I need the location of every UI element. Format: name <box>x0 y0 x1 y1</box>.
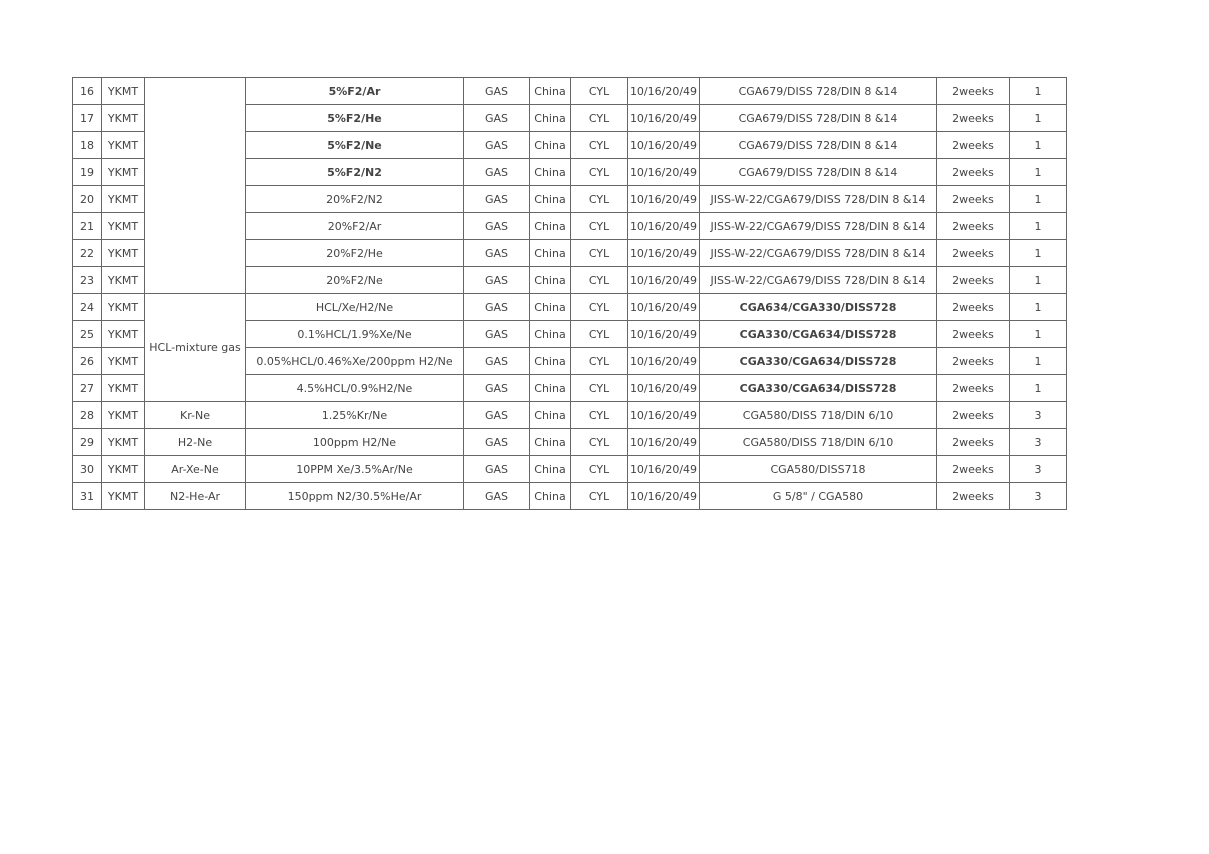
date-cell: 10/16/20/49 <box>628 240 700 267</box>
package-cell: CYL <box>571 105 628 132</box>
phase-cell: GAS <box>464 483 530 510</box>
mixture-cell: 5%F2/Ne <box>246 132 464 159</box>
quantity-cell: 3 <box>1010 483 1067 510</box>
mixture-cell: 20%F2/He <box>246 240 464 267</box>
phase-cell: GAS <box>464 348 530 375</box>
date-cell: 10/16/20/49 <box>628 348 700 375</box>
phase-cell: GAS <box>464 402 530 429</box>
mixture-cell: 5%F2/Ar <box>246 78 464 105</box>
mixture-cell: 0.05%HCL/0.46%Xe/200ppm H2/Ne <box>246 348 464 375</box>
origin-cell: China <box>530 186 571 213</box>
mixture-cell: 10PPM Xe/3.5%Ar/Ne <box>246 456 464 483</box>
connection-cell: CGA634/CGA330/DISS728 <box>700 294 937 321</box>
package-cell: CYL <box>571 402 628 429</box>
mixture-cell: 20%F2/Ne <box>246 267 464 294</box>
mixture-cell: HCL/Xe/H2/Ne <box>246 294 464 321</box>
row-number: 18 <box>73 132 102 159</box>
connection-cell: JISS-W-22/CGA679/DISS 728/DIN 8 &14 <box>700 186 937 213</box>
row-number: 19 <box>73 159 102 186</box>
mixture-cell: 150ppm N2/30.5%He/Ar <box>246 483 464 510</box>
phase-cell: GAS <box>464 294 530 321</box>
connection-cell: CGA330/CGA634/DISS728 <box>700 321 937 348</box>
category-cell <box>145 78 246 294</box>
row-number: 24 <box>73 294 102 321</box>
supplier-code: YKMT <box>102 456 145 483</box>
date-cell: 10/16/20/49 <box>628 213 700 240</box>
lead-time-cell: 2weeks <box>937 348 1010 375</box>
origin-cell: China <box>530 294 571 321</box>
phase-cell: GAS <box>464 429 530 456</box>
phase-cell: GAS <box>464 105 530 132</box>
lead-time-cell: 2weeks <box>937 159 1010 186</box>
package-cell: CYL <box>571 429 628 456</box>
origin-cell: China <box>530 483 571 510</box>
package-cell: CYL <box>571 348 628 375</box>
gas-product-table <box>72 77 1067 510</box>
date-cell: 10/16/20/49 <box>628 132 700 159</box>
origin-cell: China <box>530 213 571 240</box>
table-body <box>73 78 1067 510</box>
supplier-code: YKMT <box>102 429 145 456</box>
origin-cell: China <box>530 348 571 375</box>
date-cell: 10/16/20/49 <box>628 429 700 456</box>
supplier-code: YKMT <box>102 186 145 213</box>
lead-time-cell: 2weeks <box>937 186 1010 213</box>
package-cell: CYL <box>571 267 628 294</box>
quantity-cell: 1 <box>1010 267 1067 294</box>
row-number: 31 <box>73 483 102 510</box>
package-cell: CYL <box>571 213 628 240</box>
date-cell: 10/16/20/49 <box>628 105 700 132</box>
date-cell: 10/16/20/49 <box>628 456 700 483</box>
package-cell: CYL <box>571 240 628 267</box>
connection-cell: JISS-W-22/CGA679/DISS 728/DIN 8 &14 <box>700 213 937 240</box>
connection-cell: CGA580/DISS 718/DIN 6/10 <box>700 402 937 429</box>
table-row <box>73 483 1067 510</box>
connection-cell: CGA330/CGA634/DISS728 <box>700 348 937 375</box>
supplier-code: YKMT <box>102 105 145 132</box>
origin-cell: China <box>530 159 571 186</box>
supplier-code: YKMT <box>102 159 145 186</box>
date-cell: 10/16/20/49 <box>628 483 700 510</box>
lead-time-cell: 2weeks <box>937 429 1010 456</box>
phase-cell: GAS <box>464 321 530 348</box>
connection-cell: CGA679/DISS 728/DIN 8 &14 <box>700 78 937 105</box>
lead-time-cell: 2weeks <box>937 132 1010 159</box>
row-number: 17 <box>73 105 102 132</box>
package-cell: CYL <box>571 375 628 402</box>
phase-cell: GAS <box>464 159 530 186</box>
lead-time-cell: 2weeks <box>937 483 1010 510</box>
quantity-cell: 1 <box>1010 105 1067 132</box>
quantity-cell: 1 <box>1010 294 1067 321</box>
connection-cell: CGA679/DISS 728/DIN 8 &14 <box>700 159 937 186</box>
quantity-cell: 1 <box>1010 132 1067 159</box>
origin-cell: China <box>530 375 571 402</box>
supplier-code: YKMT <box>102 213 145 240</box>
quantity-cell: 3 <box>1010 429 1067 456</box>
supplier-code: YKMT <box>102 132 145 159</box>
lead-time-cell: 2weeks <box>937 213 1010 240</box>
phase-cell: GAS <box>464 267 530 294</box>
quantity-cell: 1 <box>1010 321 1067 348</box>
date-cell: 10/16/20/49 <box>628 78 700 105</box>
connection-cell: CGA679/DISS 728/DIN 8 &14 <box>700 132 937 159</box>
package-cell: CYL <box>571 483 628 510</box>
quantity-cell: 1 <box>1010 240 1067 267</box>
mixture-cell: 100ppm H2/Ne <box>246 429 464 456</box>
row-number: 21 <box>73 213 102 240</box>
package-cell: CYL <box>571 78 628 105</box>
row-number: 16 <box>73 78 102 105</box>
origin-cell: China <box>530 321 571 348</box>
connection-cell: CGA580/DISS718 <box>700 456 937 483</box>
supplier-code: YKMT <box>102 402 145 429</box>
connection-cell: CGA679/DISS 728/DIN 8 &14 <box>700 105 937 132</box>
quantity-cell: 3 <box>1010 402 1067 429</box>
row-number: 28 <box>73 402 102 429</box>
date-cell: 10/16/20/49 <box>628 402 700 429</box>
row-number: 30 <box>73 456 102 483</box>
supplier-code: YKMT <box>102 348 145 375</box>
origin-cell: China <box>530 402 571 429</box>
quantity-cell: 1 <box>1010 186 1067 213</box>
supplier-code: YKMT <box>102 321 145 348</box>
connection-cell: CGA580/DISS 718/DIN 6/10 <box>700 429 937 456</box>
lead-time-cell: 2weeks <box>937 402 1010 429</box>
lead-time-cell: 2weeks <box>937 294 1010 321</box>
phase-cell: GAS <box>464 213 530 240</box>
mixture-cell: 5%F2/N2 <box>246 159 464 186</box>
phase-cell: GAS <box>464 186 530 213</box>
date-cell: 10/16/20/49 <box>628 294 700 321</box>
origin-cell: China <box>530 132 571 159</box>
lead-time-cell: 2weeks <box>937 456 1010 483</box>
row-number: 25 <box>73 321 102 348</box>
package-cell: CYL <box>571 456 628 483</box>
package-cell: CYL <box>571 132 628 159</box>
table-row <box>73 78 1067 105</box>
row-number: 27 <box>73 375 102 402</box>
mixture-cell: 0.1%HCL/1.9%Xe/Ne <box>246 321 464 348</box>
quantity-cell: 1 <box>1010 348 1067 375</box>
package-cell: CYL <box>571 186 628 213</box>
connection-cell: JISS-W-22/CGA679/DISS 728/DIN 8 &14 <box>700 240 937 267</box>
row-number: 20 <box>73 186 102 213</box>
table-row <box>73 402 1067 429</box>
origin-cell: China <box>530 267 571 294</box>
mixture-cell: 5%F2/He <box>246 105 464 132</box>
lead-time-cell: 2weeks <box>937 105 1010 132</box>
origin-cell: China <box>530 105 571 132</box>
origin-cell: China <box>530 429 571 456</box>
supplier-code: YKMT <box>102 267 145 294</box>
quantity-cell: 1 <box>1010 159 1067 186</box>
lead-time-cell: 2weeks <box>937 240 1010 267</box>
mixture-cell: 1.25%Kr/Ne <box>246 402 464 429</box>
lead-time-cell: 2weeks <box>937 78 1010 105</box>
date-cell: 10/16/20/49 <box>628 159 700 186</box>
lead-time-cell: 2weeks <box>937 375 1010 402</box>
category-cell: H2-Ne <box>145 429 246 456</box>
quantity-cell: 1 <box>1010 78 1067 105</box>
package-cell: CYL <box>571 159 628 186</box>
origin-cell: China <box>530 78 571 105</box>
supplier-code: YKMT <box>102 78 145 105</box>
connection-cell: CGA330/CGA634/DISS728 <box>700 375 937 402</box>
phase-cell: GAS <box>464 78 530 105</box>
quantity-cell: 1 <box>1010 213 1067 240</box>
date-cell: 10/16/20/49 <box>628 186 700 213</box>
phase-cell: GAS <box>464 132 530 159</box>
date-cell: 10/16/20/49 <box>628 375 700 402</box>
supplier-code: YKMT <box>102 240 145 267</box>
row-number: 26 <box>73 348 102 375</box>
quantity-cell: 1 <box>1010 375 1067 402</box>
table-row <box>73 456 1067 483</box>
supplier-code: YKMT <box>102 375 145 402</box>
lead-time-cell: 2weeks <box>937 321 1010 348</box>
connection-cell: JISS-W-22/CGA679/DISS 728/DIN 8 &14 <box>700 267 937 294</box>
mixture-cell: 20%F2/N2 <box>246 186 464 213</box>
row-number: 22 <box>73 240 102 267</box>
phase-cell: GAS <box>464 456 530 483</box>
table-row <box>73 294 1067 321</box>
row-number: 29 <box>73 429 102 456</box>
mixture-cell: 20%F2/Ar <box>246 213 464 240</box>
phase-cell: GAS <box>464 240 530 267</box>
category-cell: Ar-Xe-Ne <box>145 456 246 483</box>
connection-cell: G 5/8" / CGA580 <box>700 483 937 510</box>
package-cell: CYL <box>571 321 628 348</box>
date-cell: 10/16/20/49 <box>628 267 700 294</box>
origin-cell: China <box>530 240 571 267</box>
supplier-code: YKMT <box>102 483 145 510</box>
category-cell: Kr-Ne <box>145 402 246 429</box>
mixture-cell: 4.5%HCL/0.9%H2/Ne <box>246 375 464 402</box>
supplier-code: YKMT <box>102 294 145 321</box>
category-cell: HCL-mixture gas <box>145 294 246 402</box>
phase-cell: GAS <box>464 375 530 402</box>
category-cell: N2-He-Ar <box>145 483 246 510</box>
lead-time-cell: 2weeks <box>937 267 1010 294</box>
date-cell: 10/16/20/49 <box>628 321 700 348</box>
quantity-cell: 3 <box>1010 456 1067 483</box>
package-cell: CYL <box>571 294 628 321</box>
table-row <box>73 429 1067 456</box>
origin-cell: China <box>530 456 571 483</box>
row-number: 23 <box>73 267 102 294</box>
